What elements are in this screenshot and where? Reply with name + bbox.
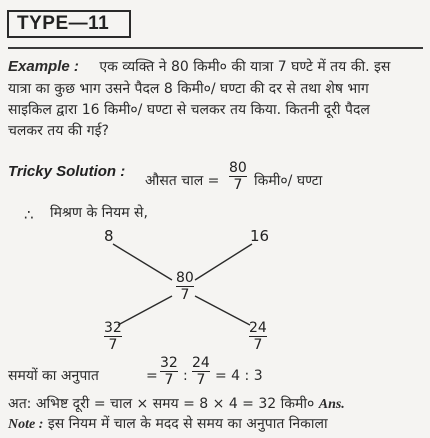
line-top-right <box>195 244 252 280</box>
example-line-4: चलकर तय की गई? <box>8 123 109 139</box>
mixing-rule-text: मिश्रण के नियम से, <box>50 205 148 221</box>
avg-num: 80 <box>229 160 247 176</box>
line-bottom-left <box>118 296 172 325</box>
example-line-3: साइकिल द्वारा 16 किमी०/ घण्टा से चलकर तय किया. कितनी दूरी पैदल <box>8 102 370 118</box>
answer-ans: Ans. <box>318 397 345 412</box>
ratio-f2-num: 24 <box>192 355 210 371</box>
right-bottom-den: 7 <box>253 337 263 353</box>
example-text-1: एक व्यक्ति ने 80 किमी० की यात्रा 7 घण्टे में तय की. इस <box>99 59 391 75</box>
left-bottom-den: 7 <box>108 337 118 353</box>
left-bottom-num: 32 <box>104 320 122 336</box>
therefore-symbol: ∴ <box>24 206 34 224</box>
ratio-equals: = <box>146 368 158 384</box>
right-bottom-num: 24 <box>249 320 267 336</box>
ratio-colon: : <box>183 368 188 384</box>
solution-label: Tricky Solution : <box>8 163 126 180</box>
line-bottom-right <box>195 296 250 325</box>
answer-text: अत: अभिष्ट दूरी = चाल × समय = 8 × 4 = 32 किमी० <box>8 396 315 412</box>
avg-speed-unit: किमी०/ घण्टा <box>254 173 323 189</box>
ratio-f2-den: 7 <box>196 372 206 388</box>
ratio-fraction-2 <box>192 356 210 387</box>
example-line-2: यात्रा का कुछ भाग उसने पैदल 8 किमी०/ घण्टा की दर से तथा शेष भाग <box>8 81 369 97</box>
ratio-fraction-1 <box>160 356 178 387</box>
ratio-result: = 4 : 3 <box>215 368 263 384</box>
type-heading: TYPE—11 <box>7 10 131 38</box>
center-den: 7 <box>180 287 190 303</box>
note-text: इस नियम में चाल के मदद से समय का अनुपात निकाला <box>47 416 328 432</box>
note-line <box>8 413 328 436</box>
center-num: 80 <box>176 270 194 286</box>
example-label: Example : <box>8 58 79 75</box>
speed-walk: 8 <box>104 227 114 245</box>
center-fraction <box>176 271 194 302</box>
avg-den: 7 <box>233 177 243 193</box>
avg-speed-label: औसत चाल = <box>145 173 220 189</box>
ratio-f1-den: 7 <box>164 372 174 388</box>
note-label: Note : <box>8 417 44 432</box>
left-bottom-fraction <box>104 321 122 352</box>
line-top-left <box>113 244 172 280</box>
right-bottom-fraction <box>249 321 267 352</box>
ratio-f1-num: 32 <box>160 355 178 371</box>
speed-cycle: 16 <box>250 227 270 245</box>
time-ratio-label: समयों का अनुपात <box>8 368 99 384</box>
